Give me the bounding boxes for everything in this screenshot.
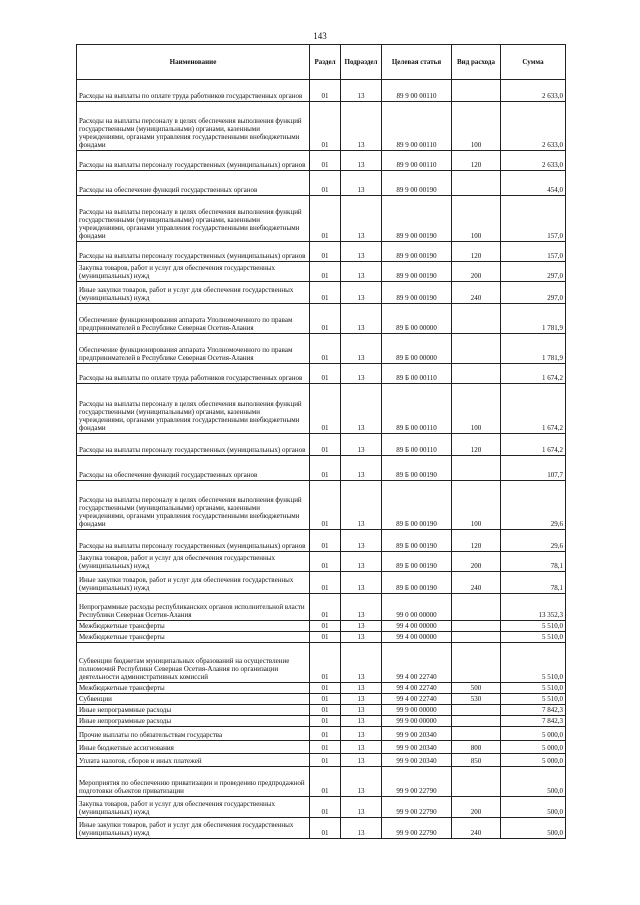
- cell-vid: [452, 334, 501, 364]
- cell-podrazdel: 13: [341, 741, 382, 754]
- cell-name: Иные закупки товаров, работ и услуг для обеспечения государственных (муниципальных) нужд: [77, 818, 310, 839]
- cell-vid: 120: [452, 434, 501, 456]
- cell-vid: 100: [452, 384, 501, 434]
- cell-razdel: 01: [310, 242, 341, 262]
- cell-summa: 29,6: [501, 481, 566, 530]
- cell-vid: 120: [452, 151, 501, 171]
- cell-razdel: 01: [310, 594, 341, 621]
- table-row: [77, 818, 566, 839]
- cell-vid: [452, 456, 501, 481]
- cell-celevaya: 89 9 00 00110: [382, 102, 452, 151]
- cell-summa: 2 633,0: [501, 151, 566, 171]
- table-header-row: [77, 45, 566, 80]
- cell-celevaya: 89 Б 00 00000: [382, 304, 452, 334]
- cell-name: Обеспечение функционирования аппарата Уполномоченного по правам предпринимателей в Республике Северная Осетия-Алания: [77, 304, 310, 334]
- cell-vid: [452, 716, 501, 727]
- cell-name: Субвенции: [77, 694, 310, 705]
- cell-name: Непрограммные расходы республиканских органов исполнительной власти Республики Северная Осетия-Алания: [77, 594, 310, 621]
- cell-razdel: 01: [310, 797, 341, 818]
- cell-podrazdel: 13: [341, 481, 382, 530]
- cell-summa: 5 510,0: [501, 621, 566, 632]
- cell-podrazdel: 13: [341, 171, 382, 196]
- cell-razdel: 01: [310, 552, 341, 572]
- cell-razdel: 01: [310, 621, 341, 632]
- cell-name: Расходы на выплаты персоналу в целях обеспечения выполнения функций государственными (муниципальными) органами, казенными учреждениями, органами управления государственными внебюджетными фондами: [77, 196, 310, 242]
- cell-vid: [452, 594, 501, 621]
- cell-summa: 78,1: [501, 552, 566, 572]
- table-row: [77, 80, 566, 102]
- cell-podrazdel: 13: [341, 384, 382, 434]
- cell-summa: 1 674,2: [501, 434, 566, 456]
- cell-razdel: 01: [310, 102, 341, 151]
- cell-summa: 157,0: [501, 242, 566, 262]
- table-row: [77, 643, 566, 683]
- table-row: [77, 242, 566, 262]
- cell-celevaya: 89 9 00 00110: [382, 151, 452, 171]
- cell-name: Иные непрограммные расходы: [77, 716, 310, 727]
- cell-name: Иные закупки товаров, работ и услуг для обеспечения государственных (муниципальных) нужд: [77, 572, 310, 594]
- cell-celevaya: 99 9 00 20340: [382, 727, 452, 741]
- cell-celevaya: 89 Б 00 00190: [382, 572, 452, 594]
- cell-name: Расходы на выплаты персоналу в целях обеспечения выполнения функций государственными (муниципальными) органами, казенными учреждениями, органами управления государственными внебюджетными фондами: [77, 481, 310, 530]
- cell-name: Уплата налогов, сборов и иных платежей: [77, 754, 310, 767]
- cell-name: Межбюджетные трансферты: [77, 621, 310, 632]
- cell-summa: 2 633,0: [501, 80, 566, 102]
- column-header-vid: Вид расхода: [452, 45, 501, 80]
- cell-razdel: 01: [310, 304, 341, 334]
- cell-name: Расходы на выплаты по оплате труда работников государственных органов: [77, 80, 310, 102]
- cell-celevaya: 99 9 00 22790: [382, 767, 452, 797]
- cell-name: Расходы на обеспечение функций государственных органов: [77, 171, 310, 196]
- cell-podrazdel: 13: [341, 797, 382, 818]
- cell-celevaya: 89 9 00 00110: [382, 80, 452, 102]
- cell-razdel: 01: [310, 705, 341, 716]
- cell-name: Иные закупки товаров, работ и услуг для обеспечения государственных (муниципальных) нужд: [77, 282, 310, 304]
- cell-razdel: 01: [310, 80, 341, 102]
- cell-razdel: 01: [310, 334, 341, 364]
- cell-razdel: 01: [310, 530, 341, 552]
- cell-summa: 297,0: [501, 282, 566, 304]
- cell-podrazdel: 13: [341, 727, 382, 741]
- cell-summa: 5 510,0: [501, 632, 566, 643]
- cell-name: Межбюджетные трансферты: [77, 683, 310, 694]
- cell-razdel: 01: [310, 716, 341, 727]
- cell-vid: 200: [452, 797, 501, 818]
- cell-podrazdel: 13: [341, 364, 382, 384]
- cell-celevaya: 99 9 00 20340: [382, 754, 452, 767]
- cell-summa: 5 000,0: [501, 754, 566, 767]
- cell-vid: 240: [452, 282, 501, 304]
- cell-podrazdel: 13: [341, 683, 382, 694]
- cell-summa: 1 674,2: [501, 364, 566, 384]
- cell-name: Расходы на выплаты персоналу в целях обеспечения выполнения функций государственными (муниципальными) органами, казенными учреждениями, органами управления государственными внебюджетными фондами: [77, 384, 310, 434]
- cell-celevaya: 89 9 00 00190: [382, 171, 452, 196]
- cell-vid: [452, 621, 501, 632]
- cell-summa: 7 842,3: [501, 705, 566, 716]
- cell-celevaya: 99 9 00 00000: [382, 716, 452, 727]
- cell-vid: 500: [452, 683, 501, 694]
- cell-summa: 107,7: [501, 456, 566, 481]
- cell-razdel: 01: [310, 741, 341, 754]
- cell-podrazdel: 13: [341, 552, 382, 572]
- cell-podrazdel: 13: [341, 196, 382, 242]
- cell-summa: 297,0: [501, 262, 566, 282]
- column-header-summa: Сумма: [501, 45, 566, 80]
- cell-podrazdel: 13: [341, 594, 382, 621]
- cell-name: Межбюджетные трансферты: [77, 632, 310, 643]
- table-row: [77, 716, 566, 727]
- table-row: [77, 683, 566, 694]
- cell-summa: 13 352,3: [501, 594, 566, 621]
- cell-razdel: 01: [310, 572, 341, 594]
- cell-vid: [452, 364, 501, 384]
- cell-podrazdel: 13: [341, 767, 382, 797]
- cell-podrazdel: 13: [341, 151, 382, 171]
- table-row: [77, 364, 566, 384]
- cell-celevaya: 89 Б 00 00110: [382, 384, 452, 434]
- cell-vid: 100: [452, 481, 501, 530]
- cell-podrazdel: 13: [341, 262, 382, 282]
- cell-celevaya: 89 Б 00 00000: [382, 334, 452, 364]
- cell-summa: 1 674,2: [501, 384, 566, 434]
- cell-name: Иные непрограммные расходы: [77, 705, 310, 716]
- cell-name: Закупка товаров, работ и услуг для обеспечения государственных (муниципальных) нужд: [77, 262, 310, 282]
- table-row: [77, 530, 566, 552]
- cell-razdel: 01: [310, 481, 341, 530]
- cell-razdel: 01: [310, 262, 341, 282]
- cell-vid: [452, 171, 501, 196]
- cell-name: Расходы на обеспечение функций государственных органов: [77, 456, 310, 481]
- table-row: [77, 767, 566, 797]
- column-header-podrazdel: Подраздел: [341, 45, 382, 80]
- table-row: [77, 334, 566, 364]
- cell-vid: 240: [452, 818, 501, 839]
- cell-vid: 200: [452, 552, 501, 572]
- cell-vid: 530: [452, 694, 501, 705]
- table-row: [77, 196, 566, 242]
- cell-vid: [452, 705, 501, 716]
- table-row: [77, 262, 566, 282]
- cell-celevaya: 99 4 00 22740: [382, 683, 452, 694]
- cell-celevaya: 89 Б 00 00110: [382, 434, 452, 456]
- cell-celevaya: 99 4 00 00000: [382, 621, 452, 632]
- cell-summa: 1 781,9: [501, 334, 566, 364]
- cell-razdel: 01: [310, 196, 341, 242]
- cell-name: Прочие выплаты по обязательствам государства: [77, 727, 310, 741]
- cell-razdel: 01: [310, 694, 341, 705]
- cell-podrazdel: 13: [341, 530, 382, 552]
- table-row: [77, 741, 566, 754]
- table-row: [77, 572, 566, 594]
- cell-podrazdel: 13: [341, 572, 382, 594]
- cell-summa: 500,0: [501, 818, 566, 839]
- cell-celevaya: 99 9 00 22790: [382, 818, 452, 839]
- cell-podrazdel: 13: [341, 643, 382, 683]
- cell-razdel: 01: [310, 727, 341, 741]
- table-row: [77, 304, 566, 334]
- cell-name: Расходы на выплаты персоналу в целях обеспечения выполнения функций государственными (муниципальными) органами, казенными учреждениями, органами управления государственными внебюджетными фондами: [77, 102, 310, 151]
- cell-summa: 5 510,0: [501, 683, 566, 694]
- column-header-razdel: Раздел: [310, 45, 341, 80]
- cell-vid: [452, 304, 501, 334]
- table-row: [77, 694, 566, 705]
- cell-podrazdel: 13: [341, 80, 382, 102]
- table-row: [77, 481, 566, 530]
- table-row: [77, 456, 566, 481]
- cell-razdel: 01: [310, 282, 341, 304]
- cell-podrazdel: 13: [341, 632, 382, 643]
- table-row: [77, 151, 566, 171]
- column-header-celevaya: Целевая статья: [382, 45, 452, 80]
- table-row: [77, 621, 566, 632]
- cell-name: Расходы на выплаты персоналу государственных (муниципальных) органов: [77, 242, 310, 262]
- cell-name: Закупка товаров, работ и услуг для обеспечения государственных (муниципальных) нужд: [77, 797, 310, 818]
- cell-vid: 120: [452, 242, 501, 262]
- cell-celevaya: 89 9 00 00190: [382, 196, 452, 242]
- cell-razdel: 01: [310, 632, 341, 643]
- cell-podrazdel: 13: [341, 242, 382, 262]
- cell-vid: 100: [452, 196, 501, 242]
- table-row: [77, 102, 566, 151]
- cell-celevaya: 89 Б 00 00190: [382, 552, 452, 572]
- cell-podrazdel: 13: [341, 282, 382, 304]
- cell-summa: 7 842,3: [501, 716, 566, 727]
- cell-podrazdel: 13: [341, 694, 382, 705]
- page-number: 143: [313, 31, 327, 41]
- cell-podrazdel: 13: [341, 705, 382, 716]
- cell-razdel: 01: [310, 171, 341, 196]
- table-row: [77, 727, 566, 741]
- cell-name: Субвенции бюджетам муниципальных образований на осуществление полномочий Республики Северная Осетия-Алания по организации деятельности административных комиссий: [77, 643, 310, 683]
- cell-summa: 1 781,9: [501, 304, 566, 334]
- cell-vid: [452, 767, 501, 797]
- cell-vid: 850: [452, 754, 501, 767]
- cell-vid: [452, 632, 501, 643]
- cell-name: Обеспечение функционирования аппарата Уполномоченного по правам предпринимателей в Республике Северная Осетия-Алания: [77, 334, 310, 364]
- cell-name: Расходы на выплаты персоналу государственных (муниципальных) органов: [77, 530, 310, 552]
- table-row: [77, 384, 566, 434]
- cell-podrazdel: 13: [341, 621, 382, 632]
- cell-celevaya: 89 9 00 00190: [382, 262, 452, 282]
- cell-podrazdel: 13: [341, 304, 382, 334]
- cell-summa: 5 510,0: [501, 694, 566, 705]
- cell-summa: 157,0: [501, 196, 566, 242]
- cell-celevaya: 89 9 00 00190: [382, 242, 452, 262]
- cell-celevaya: 99 9 00 22790: [382, 797, 452, 818]
- cell-podrazdel: 13: [341, 716, 382, 727]
- cell-razdel: 01: [310, 456, 341, 481]
- cell-summa: 2 633,0: [501, 102, 566, 151]
- cell-podrazdel: 13: [341, 754, 382, 767]
- cell-summa: 500,0: [501, 767, 566, 797]
- cell-summa: 454,0: [501, 171, 566, 196]
- cell-celevaya: 99 4 00 22740: [382, 694, 452, 705]
- cell-razdel: 01: [310, 754, 341, 767]
- cell-razdel: 01: [310, 818, 341, 839]
- table-row: [77, 282, 566, 304]
- cell-vid: 200: [452, 262, 501, 282]
- cell-celevaya: 89 Б 00 00190: [382, 456, 452, 481]
- cell-name: Расходы на выплаты персоналу государственных (муниципальных) органов: [77, 151, 310, 171]
- cell-razdel: 01: [310, 643, 341, 683]
- cell-celevaya: 99 9 00 20340: [382, 741, 452, 754]
- table-row: [77, 705, 566, 716]
- table-body: [77, 80, 566, 839]
- cell-summa: 5 000,0: [501, 727, 566, 741]
- cell-name: Иные бюджетные ассигнования: [77, 741, 310, 754]
- cell-podrazdel: 13: [341, 434, 382, 456]
- cell-vid: [452, 643, 501, 683]
- cell-podrazdel: 13: [341, 102, 382, 151]
- cell-summa: 5 510,0: [501, 643, 566, 683]
- cell-vid: [452, 727, 501, 741]
- cell-summa: 78,1: [501, 572, 566, 594]
- cell-celevaya: 99 0 00 00000: [382, 594, 452, 621]
- table-row: [77, 754, 566, 767]
- cell-podrazdel: 13: [341, 818, 382, 839]
- cell-name: Расходы на выплаты персоналу государственных (муниципальных) органов: [77, 434, 310, 456]
- cell-summa: 500,0: [501, 797, 566, 818]
- cell-summa: 29,6: [501, 530, 566, 552]
- cell-summa: 5 000,0: [501, 741, 566, 754]
- cell-podrazdel: 13: [341, 334, 382, 364]
- cell-celevaya: 99 4 00 22740: [382, 643, 452, 683]
- cell-razdel: 01: [310, 364, 341, 384]
- cell-name: Закупка товаров, работ и услуг для обеспечения государственных (муниципальных) нужд: [77, 552, 310, 572]
- table-row: [77, 797, 566, 818]
- cell-celevaya: 99 9 00 00000: [382, 705, 452, 716]
- cell-name: Расходы на выплаты по оплате труда работников государственных органов: [77, 364, 310, 384]
- cell-vid: 100: [452, 102, 501, 151]
- cell-vid: [452, 80, 501, 102]
- cell-podrazdel: 13: [341, 456, 382, 481]
- table-row: [77, 552, 566, 572]
- cell-razdel: 01: [310, 767, 341, 797]
- cell-vid: 120: [452, 530, 501, 552]
- cell-razdel: 01: [310, 151, 341, 171]
- table-row: [77, 171, 566, 196]
- table-row: [77, 594, 566, 621]
- cell-razdel: 01: [310, 434, 341, 456]
- table-row: [77, 434, 566, 456]
- cell-razdel: 01: [310, 384, 341, 434]
- budget-table: [76, 44, 566, 839]
- cell-vid: 240: [452, 572, 501, 594]
- cell-celevaya: 89 Б 00 00190: [382, 481, 452, 530]
- cell-celevaya: 99 4 00 00000: [382, 632, 452, 643]
- column-header-name: Наименование: [77, 45, 310, 80]
- cell-name: Мероприятия по обеспечению приватизации и проведению предпродажной подготовки объектов приватизации: [77, 767, 310, 797]
- cell-celevaya: 89 9 00 00190: [382, 282, 452, 304]
- cell-celevaya: 89 Б 00 00190: [382, 530, 452, 552]
- cell-vid: 800: [452, 741, 501, 754]
- cell-celevaya: 89 Б 00 00110: [382, 364, 452, 384]
- table-row: [77, 632, 566, 643]
- cell-razdel: 01: [310, 683, 341, 694]
